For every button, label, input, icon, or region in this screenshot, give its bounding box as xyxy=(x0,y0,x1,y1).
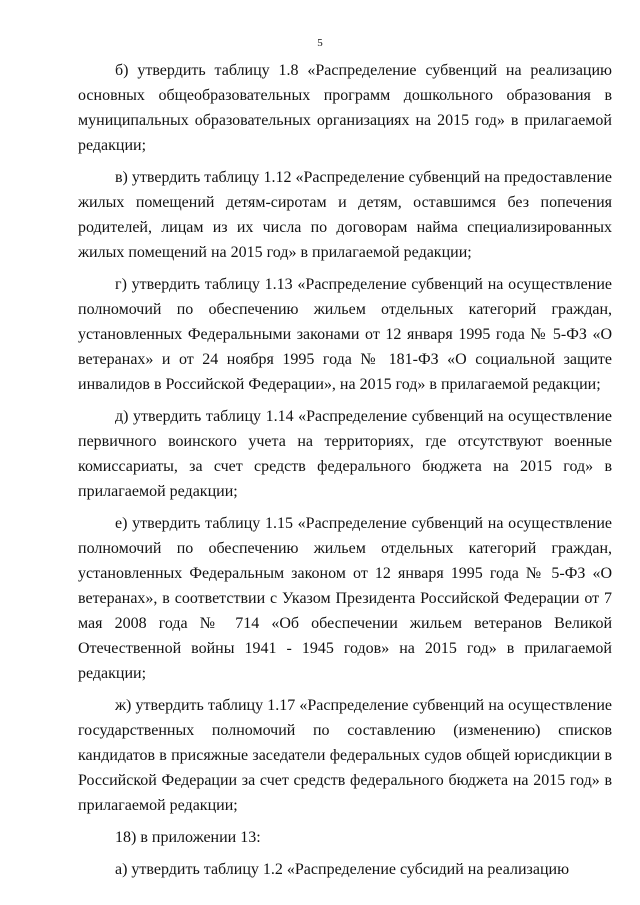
paragraph-a-table-1-2: а) утвердить таблицу 1.2 «Распределение субсидий на реализацию xyxy=(115,861,570,878)
paragraph-g-table-1-13: г) утвердить таблицу 1.13 «Распределение субвенций на осуществление полномочий по обеспечению жильем отдельных категорий граждан, установленных Федеральными законами от 12 января 1995 года № 5-ФЗ «О ветеранах» и от 24 ноября 1995 года № 181-ФЗ «О социальной защите инвалидов в Российской Федерации», на 2015 год» в прилагаемой редакции; xyxy=(78,276,612,393)
page-number: 5 xyxy=(317,37,323,49)
document-body xyxy=(78,58,612,889)
paragraph-zh-table-1-17: ж) утвердить таблицу 1.17 «Распределение субвенций на осуществление государственных полномочий по составлению (изменению) списков кандидатов в присяжные заседатели федеральных судов общей юрисдикции в Российской Федерации за счет средств федерального бюджета на 2015 год» в прилагаемой редакции; xyxy=(78,697,612,814)
paragraph-e-table-1-15: е) утвердить таблицу 1.15 «Распределение субвенций на осуществление полномочий по обеспечению жильем отдельных категорий граждан, установленных Федеральным законом от 12 января 1995 года № 5-ФЗ «О ветеранах», в соответствии с Указом Президента Российской Федерации от 7 мая 2008 года № 714 «Об обеспечении жильем ветеранов Великой Отечественной войны 1941 - 1945 годов» на 2015 год» в прилагаемой редакции; xyxy=(78,515,612,682)
paragraph-b-table-1-8: б) утвердить таблицу 1.8 «Распределение субвенций на реализацию основных общеобразовательных программ дошкольного образования в муниципальных образовательных организациях на 2015 год» в прилагаемой редакции; xyxy=(78,62,612,154)
paragraph-item-18-appendix-13: 18) в приложении 13: xyxy=(115,829,261,846)
paragraph-d-table-1-14: д) утвердить таблицу 1.14 «Распределение субвенций на осуществление первичного воинского учета на территориях, где отсутствуют военные комиссариаты, за счет средств федерального бюджета на 2015 год» в прилагаемой редакции; xyxy=(78,408,612,500)
paragraph-v-table-1-12: в) утвердить таблицу 1.12 «Распределение субвенций на предоставление жилых помещений детям-сиротам и детям, оставшимся без попечения родителей, лицам из их числа по договорам найма специализированных жилых помещений на 2015 год» в прилагаемой редакции; xyxy=(78,169,612,261)
